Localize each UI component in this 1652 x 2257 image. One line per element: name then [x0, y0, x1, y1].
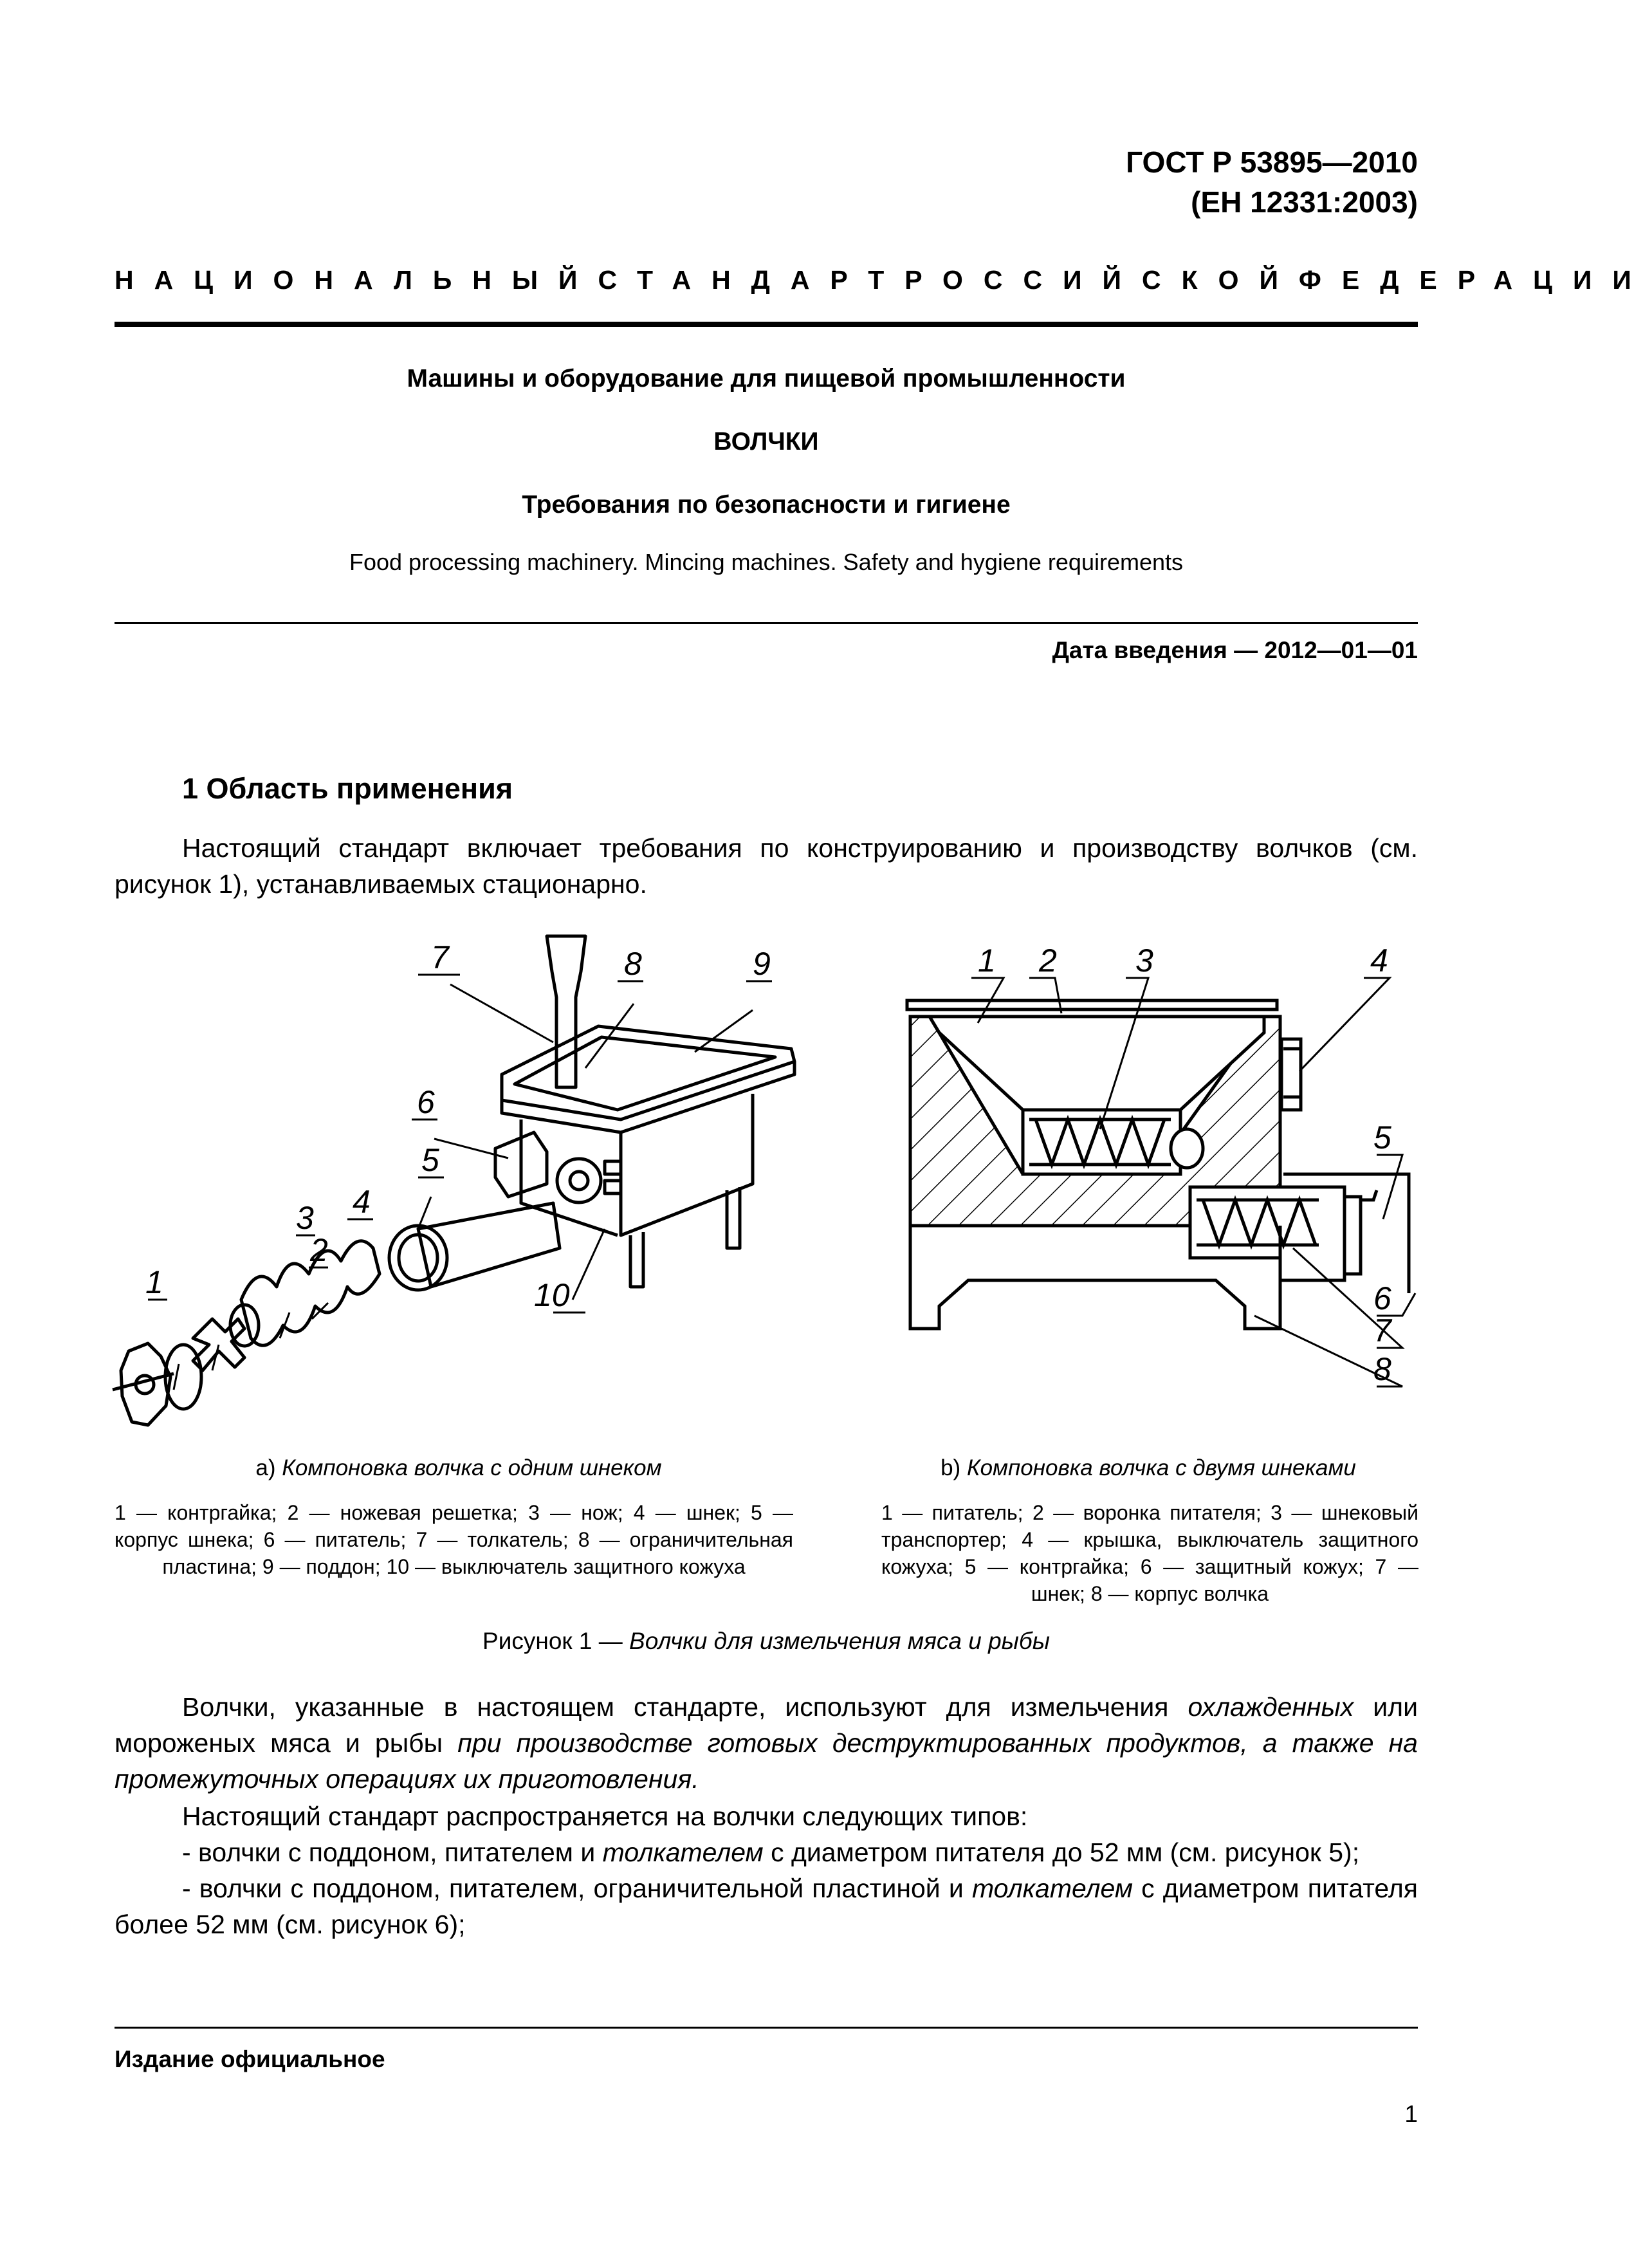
banner-word-2: РОССИЙСКОЙ — [904, 265, 1299, 295]
edition-label: Издание официальное — [115, 2046, 385, 2072]
fig-a-label-3: 3 — [296, 1200, 314, 1236]
standard-category: Машины и оборудование для пищевой промышленности — [407, 365, 1126, 392]
list-item-2 — [115, 1870, 1418, 1942]
banner-word-0: НАЦИОНАЛЬНЫЙ — [115, 265, 598, 295]
fig-a-label-5: 5 — [421, 1142, 439, 1178]
legend-a: 1 — контргайка; 2 — ножевая решетка; 3 — нож; 4 — шнек; 5 — корпус шнека; 6 — питатель; 7 — толкатель; 8 — ограничительная пластина; 9 — поддон; 10 — выключатель защитного кожуха — [115, 1501, 793, 1578]
fig-a-label-6: 6 — [417, 1084, 435, 1120]
fig-b-label-1: 1 — [978, 943, 996, 979]
fig-b-label-4: 4 — [1370, 943, 1388, 979]
caption-a-text: Компоновка волчка с одним шнеком — [282, 1455, 662, 1480]
gost-number: ГОСТ Р 53895—2010 — [1126, 145, 1418, 179]
fig-b-label-6: 6 — [1373, 1280, 1391, 1316]
li1-part-a: - волчки с поддоном, питателем и — [182, 1838, 603, 1867]
li1-part-c: с диаметром питателя до 52 мм (см. рисунок 5); — [763, 1838, 1360, 1867]
en-number: (ЕН 12331:2003) — [1191, 185, 1418, 219]
fig-b-label-7: 7 — [1373, 1313, 1391, 1349]
title-rule — [115, 622, 1418, 624]
banner-word-1: СТАНДАРТ — [598, 265, 905, 295]
fig-a-label-9: 9 — [753, 946, 771, 982]
intro-date: Дата введения — 2012—01—01 — [1052, 637, 1418, 663]
figure-caption-prefix: Рисунок 1 — — [482, 1628, 623, 1654]
standard-name: ВОЛЧКИ — [713, 428, 819, 456]
national-standard-banner — [115, 265, 1652, 295]
caption-b — [878, 1455, 1418, 1481]
caption-a — [115, 1455, 803, 1481]
fig-b-label-2: 2 — [1039, 943, 1057, 979]
fig-a-label-10: 10 — [534, 1277, 570, 1313]
footer-rule — [115, 2027, 1418, 2029]
page-number: 1 — [1404, 2101, 1418, 2127]
header-rule — [115, 322, 1418, 327]
legend-b: 1 — питатель; 2 — воронка питателя; 3 — шнековый транспортер; 4 — крышка, выключатель защитного кожуха; 5 — контргайка; 6 — защитный кожух; 7 — шнек; 8 — корпус волчка — [881, 1501, 1418, 1605]
section-heading: 1 Область применения — [182, 772, 513, 805]
li1-part-b: толкателем — [602, 1838, 764, 1867]
paragraph-usage — [115, 1689, 1418, 1797]
p2-part-d: при производстве готовых деструктированных продуктов, а также на промежуточных операциях их приготовления. — [115, 1728, 1418, 1794]
paragraph-scope: Настоящий стандарт включает требования по конструированию и производству волчков (см. рисунок 1), устанавливаемых стационарно. — [115, 833, 1418, 899]
figure-caption — [115, 1628, 1418, 1655]
li2-part-b: толкателем — [971, 1874, 1133, 1903]
paragraph-types: Настоящий стандарт распространяется на волчки следующих типов: — [182, 1801, 1028, 1831]
fig-b-label-8: 8 — [1373, 1351, 1391, 1387]
li2-part-c: с диаметром питателя более 52 мм (см. рисунок 6); — [115, 1874, 1418, 1939]
caption-b-prefix: b) — [941, 1455, 961, 1480]
fig-b-label-3: 3 — [1135, 943, 1153, 979]
fig-a-label-7: 7 — [431, 939, 449, 975]
banner-word-3: ФЕДЕРАЦИИ — [1298, 265, 1652, 295]
fig-a-label-4: 4 — [353, 1184, 371, 1220]
fig-a-label-1: 1 — [145, 1264, 163, 1300]
standard-subtitle: Требования по безопасности и гигиене — [522, 491, 1011, 519]
figure-caption-text: Волчки для измельчения мяса и рыбы — [629, 1628, 1050, 1654]
p2-part-b: охлажденных — [1188, 1692, 1354, 1722]
p2-part-a: Волчки, указанные в настоящем стандарте, используют для измельчения — [182, 1692, 1188, 1722]
caption-b-text: Компоновка волчка с двумя шнеками — [966, 1455, 1356, 1480]
fig-a-label-2: 2 — [310, 1232, 328, 1268]
caption-a-prefix: а) — [255, 1455, 276, 1480]
li2-part-a: - волчки с поддоном, питателем, ограничительной пластиной и — [182, 1874, 972, 1903]
fig-b-label-5: 5 — [1373, 1119, 1391, 1156]
standard-english-title: Food processing machinery. Mincing machines. Safety and hygiene requirements — [349, 549, 1183, 575]
p2-part-c: или мороженых мяса и рыбы — [115, 1692, 1418, 1758]
figure-b-drawing — [901, 943, 1435, 1432]
list-item-1 — [115, 1834, 1418, 1870]
fig-a-label-8: 8 — [624, 946, 642, 982]
figure-a-drawing — [109, 926, 836, 1428]
